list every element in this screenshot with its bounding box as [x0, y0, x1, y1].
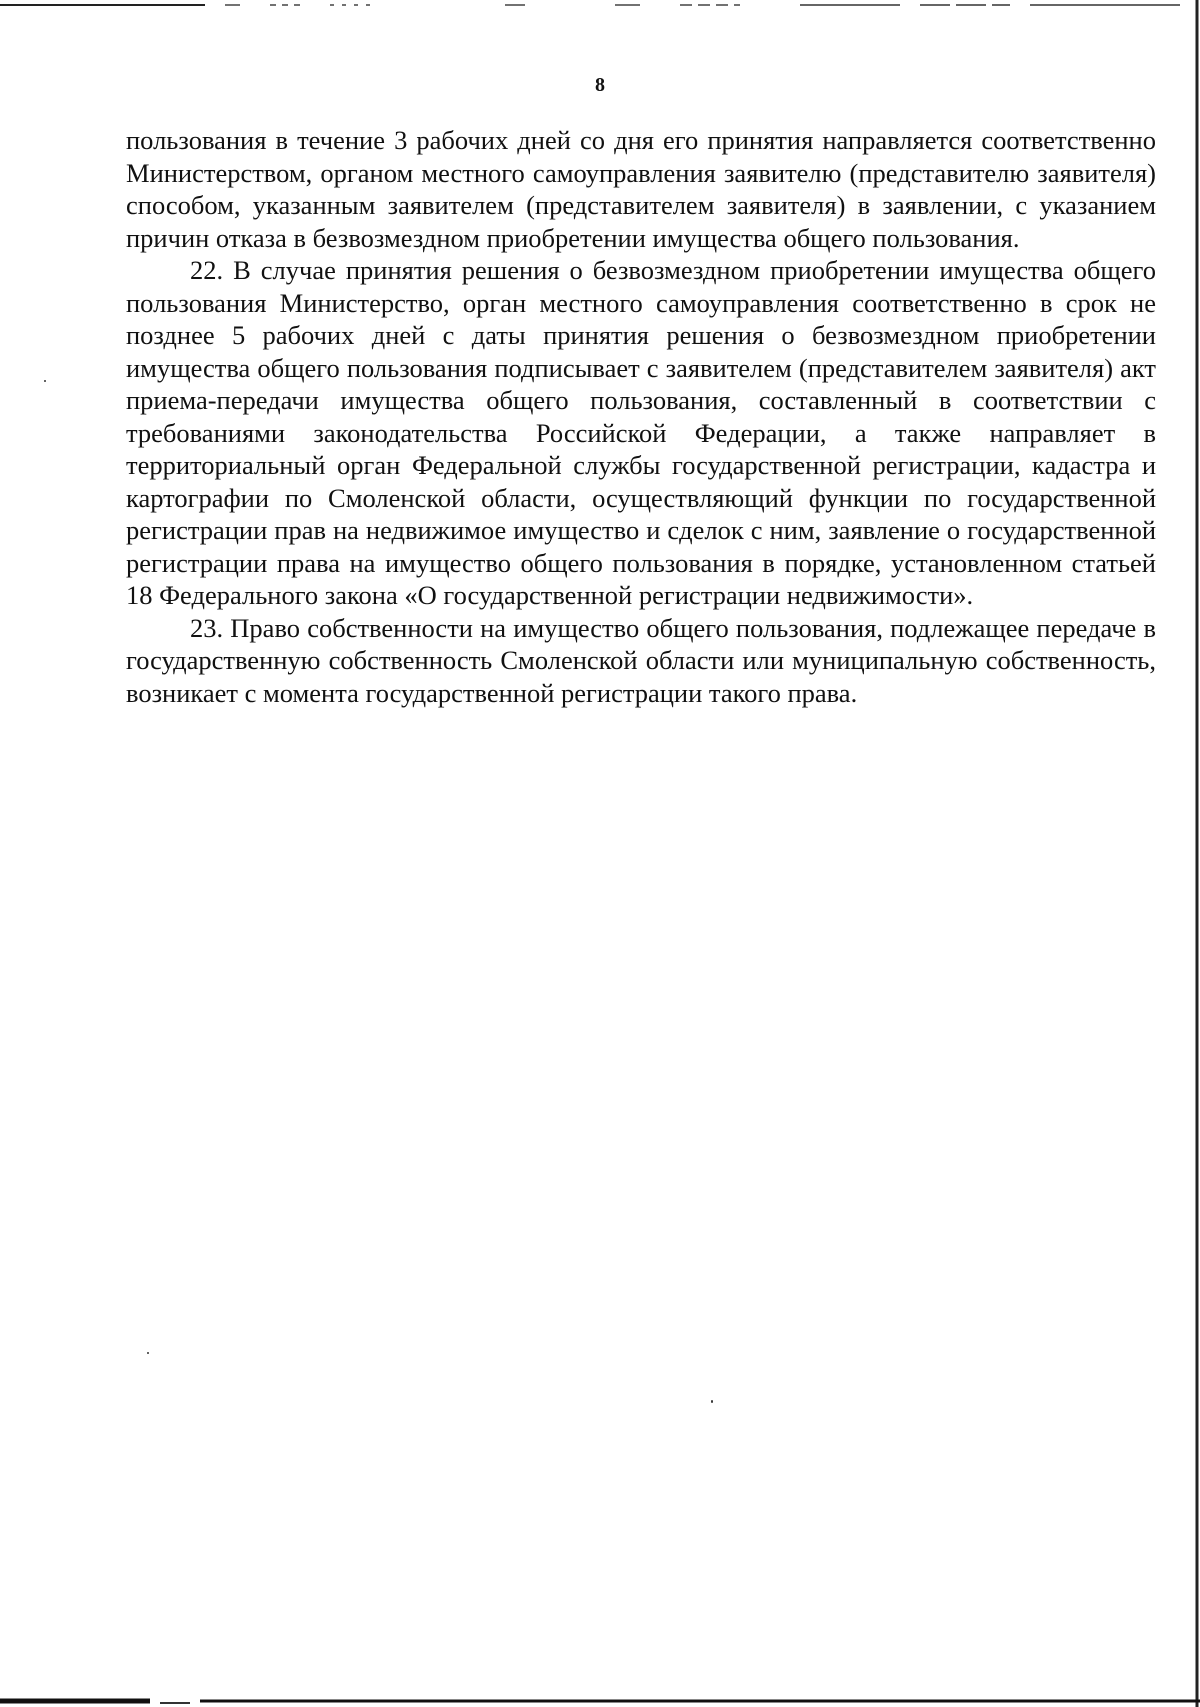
paragraph-continuation: пользования в течение 3 рабочих дней со дня его принятия направляется соответственно Министерством, органом местного самоуправления заявителю (представителю заявителя) способом, указанным заявителем (представителем заявителя) в заявлении, с указанием причин отказа в безвозмездном приобретении имущества общего пользования. — [126, 125, 1156, 253]
scan-edge-right — [1194, 0, 1200, 1707]
page-number: 8 — [595, 74, 605, 96]
scan-speck — [711, 1400, 713, 1403]
scan-edge-bottom — [0, 1695, 1200, 1707]
scan-speck — [147, 1352, 149, 1354]
paragraph-item-23: 23. Право собственности на имущество общего пользования, подлежащее передаче в государственную собственность Смоленской области или муниципальную собственность, возникает с момента государственной регистрации такого права. — [126, 612, 1156, 708]
paragraph-item-22: 22. В случае принятия решения о безвозмездном приобретении имущества общего пользования Министерство, орган местного самоуправления соответственно в срок не позднее 5 рабочих дней с даты принятия решения о безвозмездном приобретении имущества общего пользования подписывает с заявителем (представителем заявителя) акт приема-передачи имущества общего пользования, составленный в соответствии с требованиями законодательства Российской Федерации, а также направляет в территориальный орган Федеральной службы государственной регистрации, кадастра и картографии по Смоленской области, осуществляющий функции по государственной регистрации прав на недвижимое имущество и сделок с ним, заявление о государственной регистрации права на имущество общего пользования в порядке, установленном статьей 18 Федерального закона «О государственной регистрации недвижимости». — [126, 255, 1156, 610]
scan-edge-top — [0, 0, 1200, 14]
document-body — [126, 124, 1156, 709]
scan-speck — [44, 380, 46, 382]
